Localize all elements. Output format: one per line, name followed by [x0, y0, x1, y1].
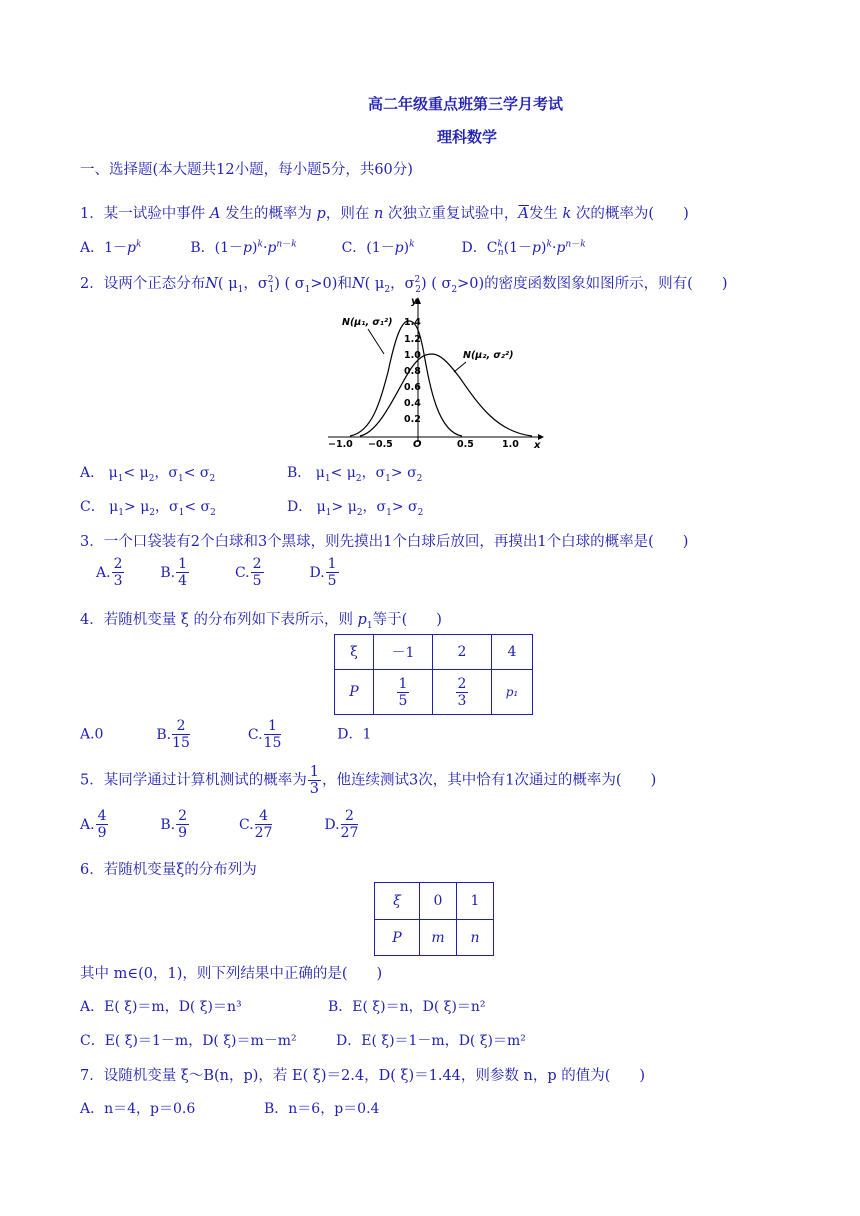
question-6-option-d: D．E( ξ)＝1－m，D( ξ)＝m² — [336, 1033, 526, 1049]
table-cell: ξ — [375, 883, 420, 920]
curve-2-label: N(μ₂, σ₂²) — [463, 350, 514, 361]
question-7: 7．设随机变量 ξ～B(n，p)，若 E( ξ)＝2.4，D( ξ)＝1.44，则参数 n，p 的值为( ) — [80, 1068, 646, 1084]
option-b: B．$(1-p)^k\cdot p^{n-k}$ — [190, 239, 297, 256]
question-2-option-c: C． $\mu_1> \mu_2$，$\sigma_1< \sigma_2$ — [80, 499, 216, 518]
option-a: A.0 — [80, 726, 104, 743]
question-1: 1．某一试验中事件 A 发生的概率为 p，则在 n 次独立重复试验中，$\overline{A}$发生 k 次的概率为( ) — [80, 206, 689, 222]
question-2-option-d: D． $\mu_1> \mu_2$，$\sigma_1> \sigma_2$ — [287, 499, 424, 518]
section-heading: 一、选择题(本大题共12小题，每小题5分，共60分) — [80, 162, 413, 178]
question-3-options — [96, 556, 340, 589]
page-subtitle: 理科数学 — [437, 128, 498, 146]
option-a: A. $\frac{4}{9}$ — [80, 808, 107, 841]
y-tick: 0.2 — [404, 414, 421, 425]
question-1-options — [80, 236, 586, 258]
table-cell: ξ — [335, 635, 374, 670]
question-6-condition: 其中 m∈(0，1)，则下列结果中正确的是( ) — [80, 966, 383, 982]
y-tick: 1.4 — [404, 317, 421, 328]
question-5-options — [80, 808, 359, 841]
option-a: A. $\frac{2}{3}$ — [96, 556, 123, 589]
option-d: D．$C^k_n(1-p)^k\cdot p^{n-k}$ — [461, 239, 586, 259]
option-c: C. $\frac{2}{5}$ — [234, 556, 262, 589]
table-cell: 0 — [420, 883, 457, 920]
page-title: 高二年级重点班第三学月考试 — [368, 95, 564, 113]
curve-1-pointer — [368, 329, 384, 354]
x-tick: −0.5 — [368, 439, 393, 450]
question-4: 4．若随机变量 ξ 的分布列如下表所示，则 $p_1$等于( ) — [80, 612, 442, 631]
question-5: 5．某同学通过计算机测试的概率为 $\frac{1}{3}$ ，他连续测试3次，其中恰有1次通过的概率为( ) — [80, 764, 657, 797]
x-tick: 0.5 — [457, 439, 474, 450]
table-cell: m — [420, 920, 457, 956]
question-3: 3．一个口袋装有2个白球和3个黑球，则先摸出1个白球后放回，再摸出1个白球的概率是( ) — [80, 534, 689, 550]
table-cell: n — [457, 920, 494, 956]
question-6-option-a: A．E( ξ)＝m，D( ξ)＝n³ — [80, 999, 242, 1015]
curve-2 — [360, 354, 532, 436]
table-cell: $\frac{2}{3}$ — [433, 670, 492, 715]
question-7-option-b: B．n＝6，p＝0.4 — [264, 1101, 380, 1117]
x-axis-label: x — [534, 440, 541, 451]
option-a: A．$1-p^k$ — [80, 239, 142, 256]
question-4-options — [80, 718, 371, 751]
normal-density-chart — [320, 292, 550, 452]
option-d: D．1 — [337, 726, 372, 743]
y-axis-label: y — [411, 296, 418, 307]
option-c: C. $\frac{4}{27}$ — [238, 808, 273, 841]
distribution-table-q6 — [374, 882, 494, 956]
x-tick: −1.0 — [328, 439, 353, 450]
question-2-option-b: B． $\mu_1< \mu_2$，$\sigma_1> \sigma_2$ — [287, 465, 423, 484]
option-c: C. $\frac{1}{15}$ — [247, 718, 282, 751]
y-tick: 0.4 — [404, 398, 421, 409]
question-7-option-a: A．n＝4，p＝0.6 — [80, 1101, 196, 1117]
option-d: D. $\frac{2}{27}$ — [324, 808, 359, 841]
option-b: B. $\frac{2}{15}$ — [156, 718, 190, 751]
y-tick: 0.8 — [404, 366, 421, 377]
curve-2-pointer — [454, 362, 466, 372]
table-cell: $\frac{1}{5}$ — [374, 670, 433, 715]
table-cell: 4 — [492, 635, 533, 670]
question-2: 2．设两个正态分布N( $\mu_1$，$\sigma^2_1$) ( $\sigma_1>0$)和N( $\mu_2$，$\sigma^2_2$) ( $\sigma_2>0$)的密度函数图象如图所示，则有( ) — [80, 275, 728, 295]
question-2-option-a: A． $\mu_1< \mu_2$，$\sigma_1< \sigma_2$ — [80, 465, 216, 484]
y-tick: 1.0 — [404, 350, 421, 361]
table-cell: －1 — [374, 635, 433, 670]
origin-label: O — [413, 439, 422, 450]
x-tick: 1.0 — [502, 439, 519, 450]
option-b: B. $\frac{1}{4}$ — [160, 556, 188, 589]
question-6: 6．若随机变量ξ的分布列为 — [80, 862, 257, 878]
option-c: C．$(1-p)^k$ — [341, 239, 415, 256]
table-cell: 1 — [457, 883, 494, 920]
table-cell: p₁ — [492, 670, 533, 715]
option-d: D. $\frac{1}{5}$ — [309, 556, 337, 589]
y-tick: 1.2 — [404, 334, 421, 345]
distribution-table-q4 — [334, 634, 533, 715]
curve-1-label: N(μ₁, σ₁²) — [342, 317, 393, 328]
y-tick: 0.6 — [404, 382, 421, 393]
question-6-option-b: B．E( ξ)＝n，D( ξ)＝n² — [328, 999, 486, 1015]
table-cell: P — [375, 920, 420, 956]
option-b: B. $\frac{2}{9}$ — [160, 808, 188, 841]
table-cell: 2 — [433, 635, 492, 670]
question-6-option-c: C．E( ξ)＝1－m，D( ξ)＝m－m² — [80, 1033, 297, 1049]
table-cell: P — [335, 670, 374, 715]
